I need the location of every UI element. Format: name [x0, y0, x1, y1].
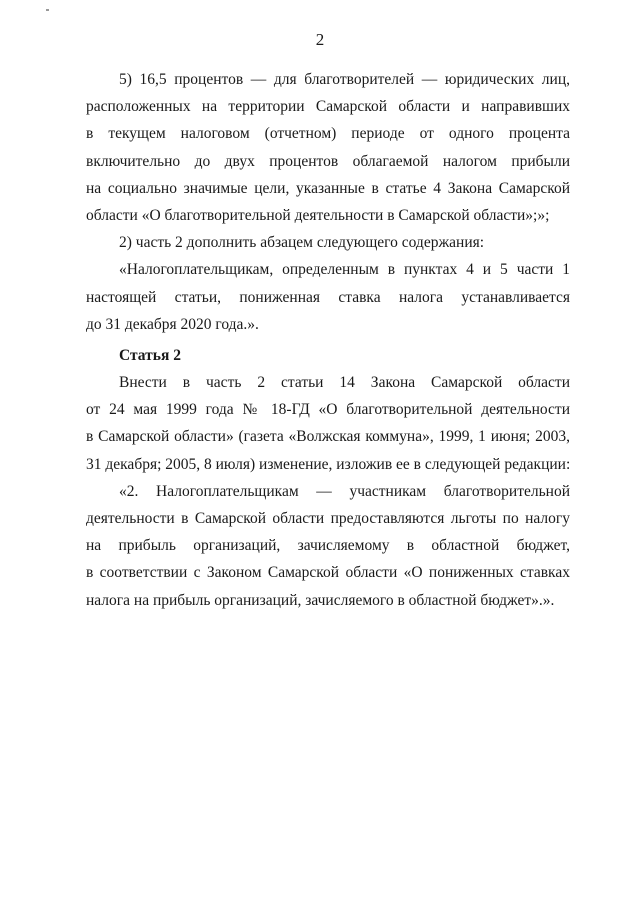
paragraph-line: 5) 16,5 процентов — для благотворителей — юридических лиц, — [119, 71, 570, 88]
paragraph-line: на социально значимые цели, указанные в статье 4 Закона Самарской — [86, 179, 570, 197]
paragraph-line: деятельности в Самарской области предоставляются льготы по налогу — [86, 510, 570, 527]
paragraph-line: на прибыль организаций, зачисляемому в областной бюджет, — [86, 537, 570, 555]
paragraph-line: настоящей статьи, пониженная ставка налога устанавливается — [86, 288, 570, 306]
paragraph-line: 2) часть 2 дополнить абзацем следующего содержания: — [119, 234, 485, 252]
paragraph-line: области «О благотворительной деятельности в Самарской области»;»; — [86, 206, 550, 224]
paragraph-line: расположенных на территории Самарской области и направивших — [86, 98, 570, 116]
paragraph-line: в соответствии с Законом Самарской области «О пониженных ставках — [86, 564, 570, 582]
paragraph-line: до 31 декабря 2020 года.». — [86, 315, 259, 333]
paragraph-line: 31 декабря; 2005, 8 июля) изменение, изложив ее в следующей редакции: — [86, 455, 571, 473]
paragraph-line: «Налогоплательщикам, определенным в пунктах 4 и 5 части 1 — [119, 261, 570, 279]
paragraph-line: от 24 мая 1999 года № 18-ГД «О благотворительной деятельности — [86, 401, 570, 419]
paragraph-line: «2. Налогоплательщикам — участникам благотворительной — [119, 482, 570, 500]
paragraph-line: налога на прибыль организаций, зачисляемого в областной бюджет».». — [86, 591, 555, 609]
paragraph-line: Внести в часть 2 статьи 14 Закона Самарской области — [119, 374, 570, 392]
scan-artifact — [46, 9, 49, 11]
page-number: 2 — [315, 30, 325, 49]
document-body — [86, 66, 570, 614]
article-heading: Статья 2 — [119, 346, 181, 364]
paragraph-line: в текущем налоговом (отчетном) периоде от одного процента — [86, 125, 570, 143]
paragraph-line: включительно до двух процентов облагаемой налогом прибыли — [86, 152, 570, 170]
paragraph-line: в Самарской области» (газета «Волжская коммуна», 1999, 1 июня; 2003, — [86, 428, 570, 446]
